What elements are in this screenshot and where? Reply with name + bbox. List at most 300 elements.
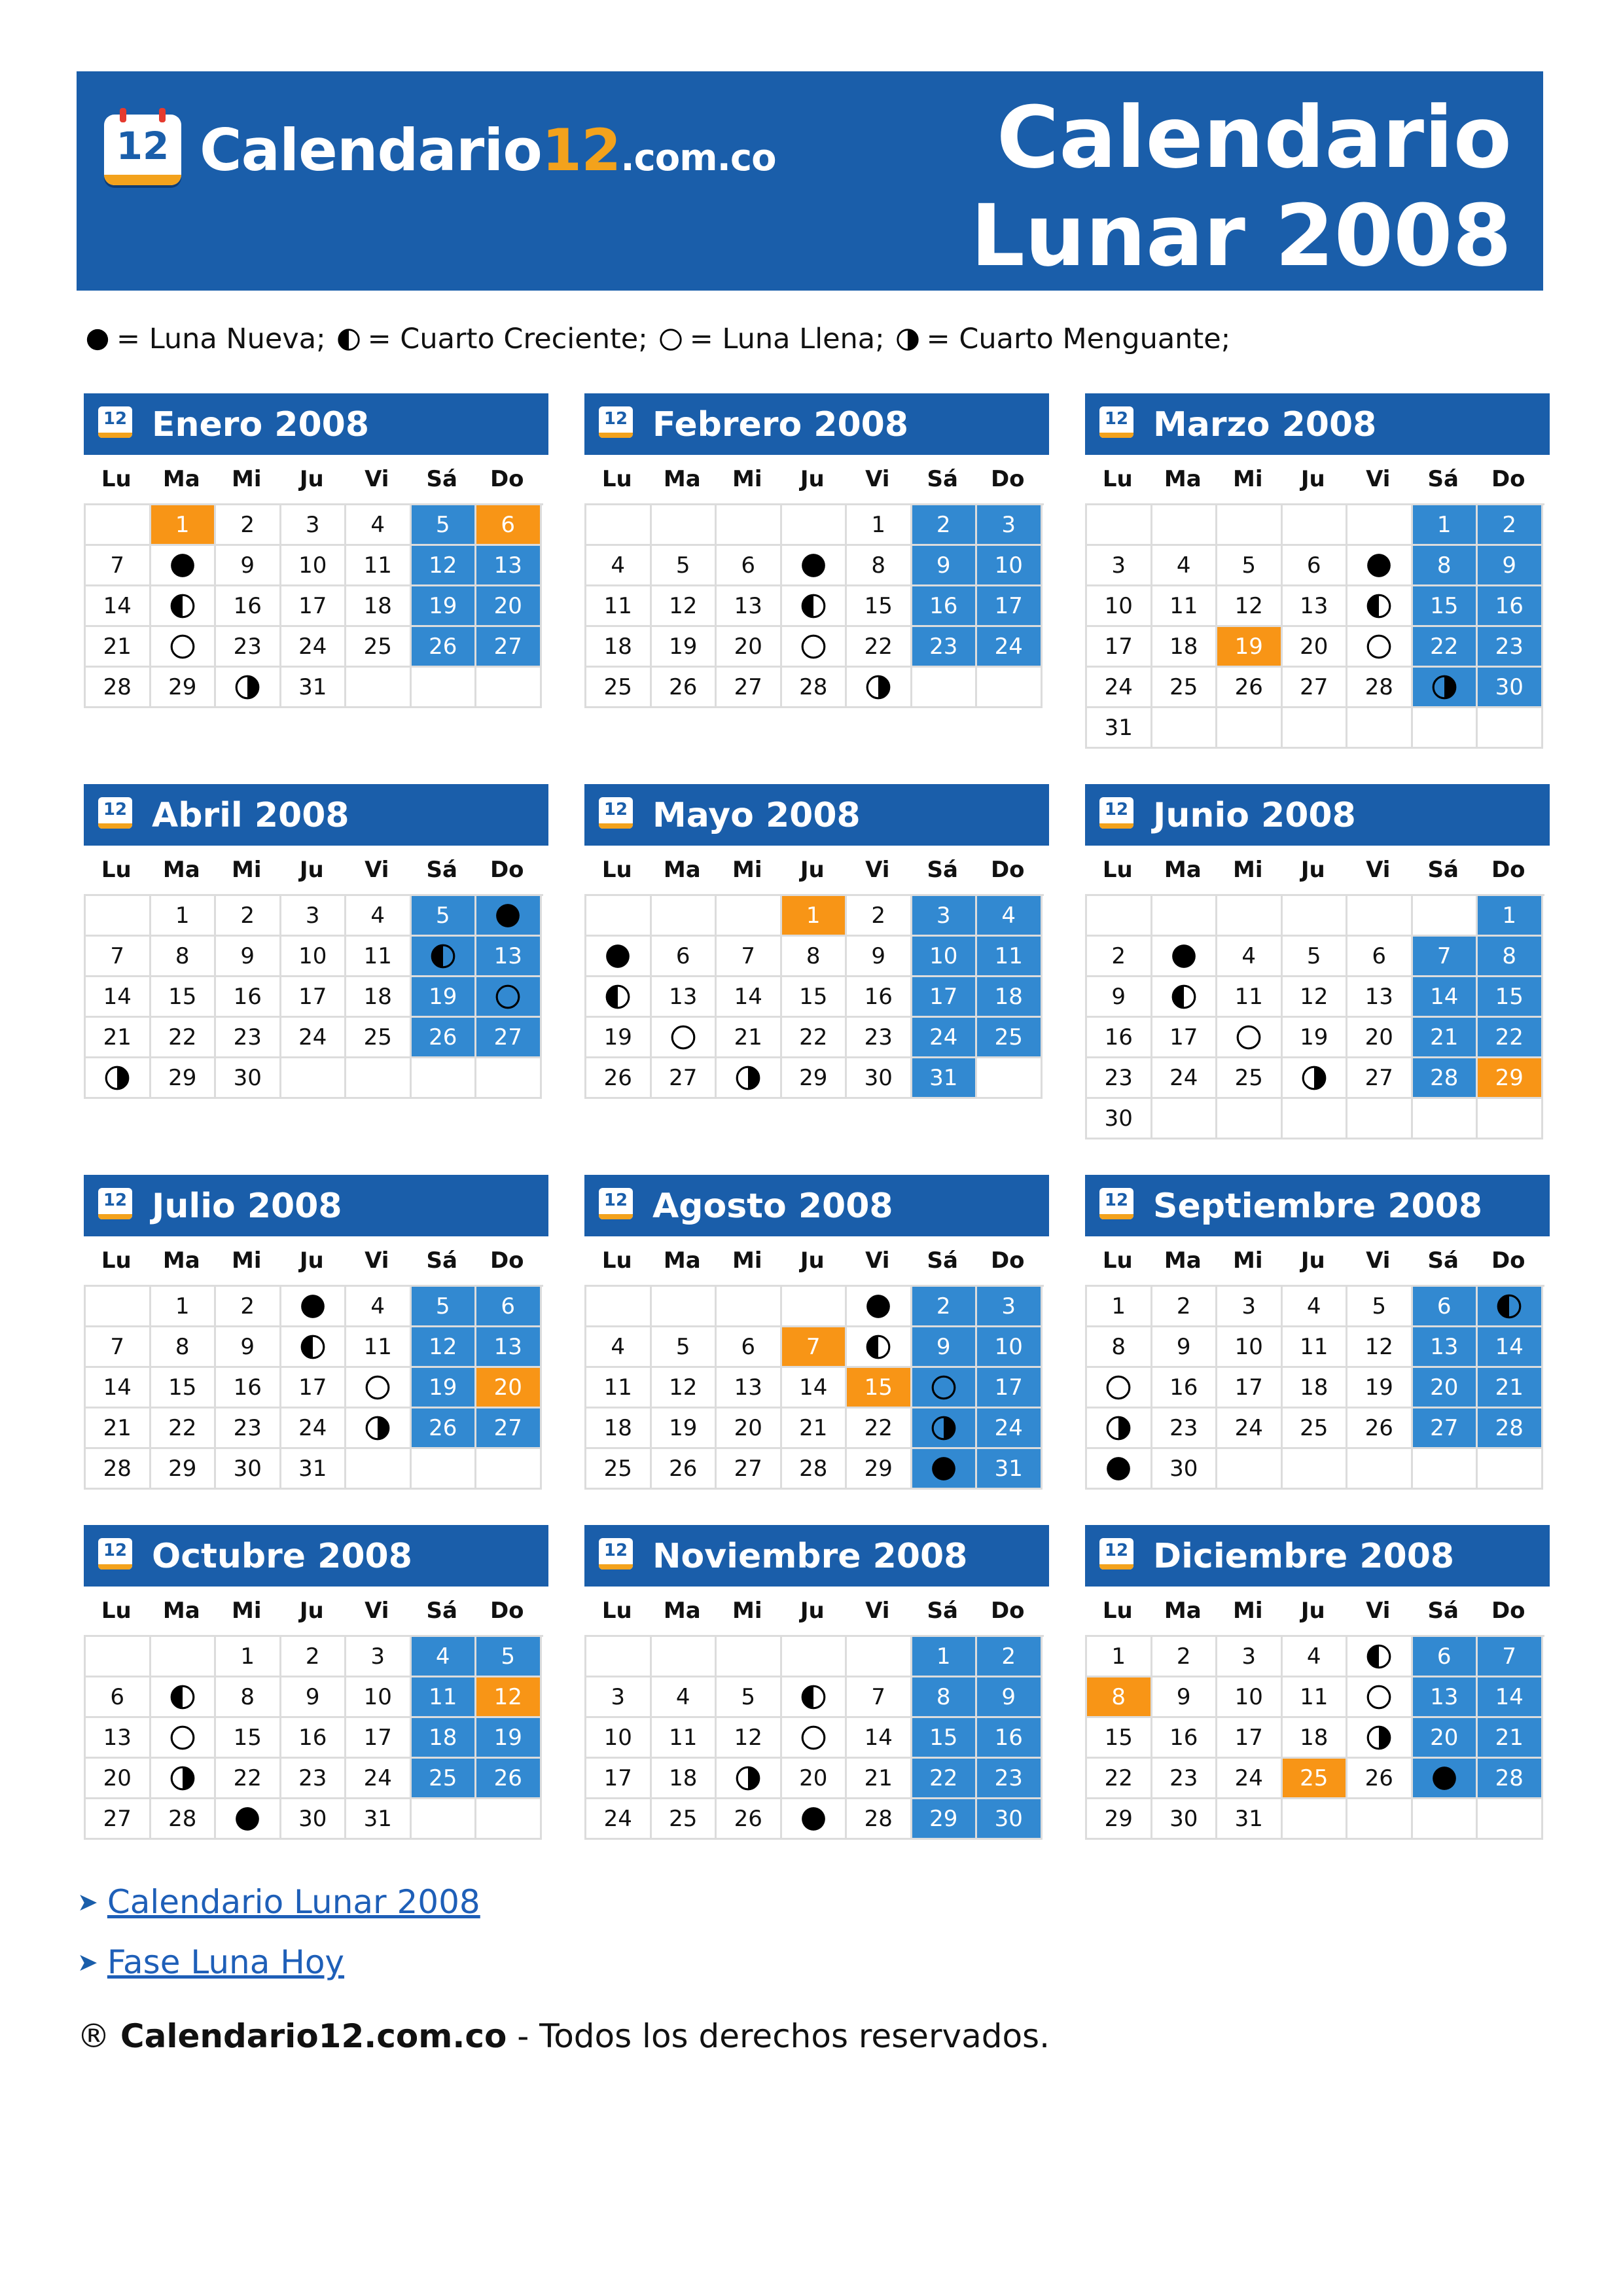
day-cell[interactable]: 15 <box>216 1718 281 1759</box>
day-cell[interactable]: 19 <box>476 1718 542 1759</box>
day-cell[interactable]: 24 <box>977 627 1043 668</box>
day-cell[interactable]: 14 <box>86 977 151 1018</box>
day-cell[interactable]: 28 <box>1478 1759 1543 1799</box>
day-cell[interactable] <box>586 977 652 1018</box>
day-cell[interactable]: 21 <box>1478 1718 1543 1759</box>
day-cell[interactable]: 16 <box>1152 1718 1218 1759</box>
day-cell[interactable] <box>912 1408 978 1449</box>
day-cell[interactable]: 16 <box>847 977 912 1018</box>
day-cell[interactable]: 20 <box>1413 1718 1478 1759</box>
day-cell[interactable]: 12 <box>1347 1327 1413 1368</box>
day-cell[interactable]: 5 <box>717 1677 782 1718</box>
day-cell[interactable] <box>216 1799 281 1840</box>
day-cell[interactable]: 29 <box>151 1058 217 1099</box>
day-cell[interactable] <box>782 1677 847 1718</box>
day-cell[interactable]: 8 <box>216 1677 281 1718</box>
day-cell[interactable]: 18 <box>977 977 1043 1018</box>
day-cell[interactable]: 18 <box>1283 1368 1348 1408</box>
day-cell[interactable]: 2 <box>1152 1637 1218 1677</box>
day-cell[interactable] <box>912 1368 978 1408</box>
day-cell[interactable]: 17 <box>281 1368 347 1408</box>
day-cell[interactable]: 25 <box>1283 1408 1348 1449</box>
day-cell[interactable]: 22 <box>151 1018 217 1058</box>
day-cell[interactable]: 9 <box>912 1327 978 1368</box>
day-cell[interactable]: 11 <box>586 586 652 627</box>
day-cell[interactable] <box>151 546 217 586</box>
day-cell[interactable]: 8 <box>1087 1677 1152 1718</box>
day-cell[interactable]: 11 <box>346 546 412 586</box>
day-cell[interactable]: 8 <box>1087 1327 1152 1368</box>
day-cell[interactable] <box>151 586 217 627</box>
day-cell[interactable]: 17 <box>977 586 1043 627</box>
day-cell[interactable]: 9 <box>1478 546 1543 586</box>
day-cell[interactable]: 29 <box>1478 1058 1543 1099</box>
day-cell[interactable]: 31 <box>912 1058 978 1099</box>
day-cell[interactable]: 16 <box>1152 1368 1218 1408</box>
day-cell[interactable]: 5 <box>1347 1287 1413 1327</box>
day-cell[interactable]: 15 <box>151 977 217 1018</box>
day-cell[interactable]: 15 <box>847 1368 912 1408</box>
day-cell[interactable]: 11 <box>1152 586 1218 627</box>
day-cell[interactable]: 30 <box>977 1799 1043 1840</box>
day-cell[interactable]: 15 <box>782 977 847 1018</box>
moon-phase-today-link[interactable]: Fase Luna Hoy <box>107 1943 345 1981</box>
day-cell[interactable]: 4 <box>346 505 412 546</box>
day-cell[interactable]: 13 <box>1347 977 1413 1018</box>
day-cell[interactable]: 21 <box>717 1018 782 1058</box>
day-cell[interactable]: 18 <box>346 586 412 627</box>
lunar-calendar-link[interactable]: Calendario Lunar 2008 <box>107 1883 480 1921</box>
day-cell[interactable]: 1 <box>1413 505 1478 546</box>
day-cell[interactable]: 9 <box>216 1327 281 1368</box>
day-cell[interactable]: 26 <box>586 1058 652 1099</box>
day-cell[interactable]: 3 <box>346 1637 412 1677</box>
day-cell[interactable]: 3 <box>912 896 978 937</box>
day-cell[interactable]: 27 <box>717 1449 782 1490</box>
day-cell[interactable]: 19 <box>1217 627 1283 668</box>
day-cell[interactable]: 5 <box>412 1287 477 1327</box>
day-cell[interactable]: 8 <box>847 546 912 586</box>
day-cell[interactable]: 10 <box>1217 1327 1283 1368</box>
day-cell[interactable]: 12 <box>476 1677 542 1718</box>
day-cell[interactable]: 7 <box>1413 937 1478 977</box>
day-cell[interactable]: 13 <box>1413 1327 1478 1368</box>
day-cell[interactable]: 27 <box>1347 1058 1413 1099</box>
day-cell[interactable]: 30 <box>281 1799 347 1840</box>
day-cell[interactable] <box>586 937 652 977</box>
day-cell[interactable]: 15 <box>847 586 912 627</box>
day-cell[interactable]: 16 <box>216 1368 281 1408</box>
day-cell[interactable] <box>652 1018 717 1058</box>
site-logo[interactable] <box>104 111 776 189</box>
day-cell[interactable]: 1 <box>1087 1287 1152 1327</box>
day-cell[interactable]: 25 <box>1152 668 1218 708</box>
day-cell[interactable]: 14 <box>782 1368 847 1408</box>
day-cell[interactable] <box>281 1287 347 1327</box>
day-cell[interactable]: 28 <box>86 1449 151 1490</box>
day-cell[interactable]: 23 <box>1152 1408 1218 1449</box>
day-cell[interactable]: 8 <box>1413 546 1478 586</box>
day-cell[interactable] <box>1087 1449 1152 1490</box>
day-cell[interactable]: 16 <box>977 1718 1043 1759</box>
day-cell[interactable] <box>346 1368 412 1408</box>
day-cell[interactable]: 20 <box>476 586 542 627</box>
day-cell[interactable] <box>1087 1408 1152 1449</box>
day-cell[interactable]: 25 <box>346 627 412 668</box>
day-cell[interactable]: 21 <box>782 1408 847 1449</box>
day-cell[interactable]: 16 <box>216 586 281 627</box>
day-cell[interactable] <box>847 668 912 708</box>
link-moon-phase-today[interactable] <box>77 1932 480 1992</box>
day-cell[interactable]: 8 <box>151 937 217 977</box>
day-cell[interactable]: 4 <box>977 896 1043 937</box>
day-cell[interactable]: 2 <box>912 1287 978 1327</box>
day-cell[interactable]: 18 <box>412 1718 477 1759</box>
day-cell[interactable]: 18 <box>586 1408 652 1449</box>
day-cell[interactable]: 31 <box>281 1449 347 1490</box>
day-cell[interactable]: 6 <box>717 546 782 586</box>
day-cell[interactable]: 24 <box>346 1759 412 1799</box>
day-cell[interactable]: 7 <box>782 1327 847 1368</box>
day-cell[interactable]: 6 <box>1347 937 1413 977</box>
day-cell[interactable]: 13 <box>652 977 717 1018</box>
day-cell[interactable]: 9 <box>912 546 978 586</box>
day-cell[interactable]: 14 <box>86 1368 151 1408</box>
day-cell[interactable]: 23 <box>977 1759 1043 1799</box>
day-cell[interactable]: 30 <box>1152 1799 1218 1840</box>
day-cell[interactable]: 17 <box>281 586 347 627</box>
day-cell[interactable]: 19 <box>586 1018 652 1058</box>
day-cell[interactable]: 2 <box>847 896 912 937</box>
day-cell[interactable]: 14 <box>717 977 782 1018</box>
day-cell[interactable]: 1 <box>151 896 217 937</box>
day-cell[interactable]: 26 <box>652 668 717 708</box>
day-cell[interactable]: 12 <box>652 1368 717 1408</box>
day-cell[interactable]: 17 <box>1217 1368 1283 1408</box>
day-cell[interactable]: 22 <box>912 1759 978 1799</box>
day-cell[interactable]: 12 <box>412 1327 477 1368</box>
day-cell[interactable]: 11 <box>586 1368 652 1408</box>
day-cell[interactable]: 5 <box>1283 937 1348 977</box>
day-cell[interactable]: 24 <box>281 1408 347 1449</box>
day-cell[interactable]: 23 <box>216 627 281 668</box>
day-cell[interactable] <box>782 1718 847 1759</box>
day-cell[interactable]: 13 <box>1283 586 1348 627</box>
day-cell[interactable]: 9 <box>281 1677 347 1718</box>
day-cell[interactable]: 6 <box>717 1327 782 1368</box>
day-cell[interactable]: 6 <box>1413 1287 1478 1327</box>
day-cell[interactable]: 23 <box>847 1018 912 1058</box>
day-cell[interactable]: 4 <box>1217 937 1283 977</box>
day-cell[interactable]: 21 <box>1413 1018 1478 1058</box>
day-cell[interactable]: 23 <box>1152 1759 1218 1799</box>
day-cell[interactable] <box>782 546 847 586</box>
day-cell[interactable]: 15 <box>1413 586 1478 627</box>
day-cell[interactable]: 1 <box>847 505 912 546</box>
day-cell[interactable]: 10 <box>1217 1677 1283 1718</box>
day-cell[interactable]: 5 <box>1217 546 1283 586</box>
day-cell[interactable]: 7 <box>1478 1637 1543 1677</box>
day-cell[interactable]: 7 <box>86 546 151 586</box>
day-cell[interactable]: 1 <box>151 505 217 546</box>
day-cell[interactable] <box>1413 1759 1478 1799</box>
day-cell[interactable]: 9 <box>847 937 912 977</box>
day-cell[interactable]: 30 <box>847 1058 912 1099</box>
day-cell[interactable]: 2 <box>216 505 281 546</box>
day-cell[interactable] <box>281 1327 347 1368</box>
day-cell[interactable]: 4 <box>412 1637 477 1677</box>
day-cell[interactable]: 8 <box>151 1327 217 1368</box>
day-cell[interactable]: 29 <box>782 1058 847 1099</box>
day-cell[interactable]: 22 <box>847 1408 912 1449</box>
day-cell[interactable] <box>1347 1718 1413 1759</box>
day-cell[interactable]: 12 <box>1217 586 1283 627</box>
day-cell[interactable]: 17 <box>1217 1718 1283 1759</box>
day-cell[interactable]: 26 <box>412 627 477 668</box>
day-cell[interactable]: 28 <box>782 1449 847 1490</box>
day-cell[interactable]: 13 <box>476 1327 542 1368</box>
day-cell[interactable]: 29 <box>151 668 217 708</box>
day-cell[interactable]: 23 <box>1087 1058 1152 1099</box>
day-cell[interactable] <box>782 627 847 668</box>
day-cell[interactable] <box>151 627 217 668</box>
day-cell[interactable]: 27 <box>652 1058 717 1099</box>
day-cell[interactable]: 17 <box>1152 1018 1218 1058</box>
day-cell[interactable]: 14 <box>1413 977 1478 1018</box>
day-cell[interactable]: 20 <box>476 1368 542 1408</box>
day-cell[interactable]: 3 <box>977 505 1043 546</box>
link-lunar-calendar[interactable] <box>77 1872 480 1932</box>
day-cell[interactable]: 3 <box>1217 1637 1283 1677</box>
day-cell[interactable]: 4 <box>652 1677 717 1718</box>
day-cell[interactable]: 23 <box>912 627 978 668</box>
day-cell[interactable]: 20 <box>717 1408 782 1449</box>
day-cell[interactable]: 27 <box>1283 668 1348 708</box>
day-cell[interactable]: 29 <box>847 1449 912 1490</box>
day-cell[interactable]: 11 <box>652 1718 717 1759</box>
day-cell[interactable] <box>847 1287 912 1327</box>
day-cell[interactable]: 22 <box>1087 1759 1152 1799</box>
day-cell[interactable]: 13 <box>476 937 542 977</box>
day-cell[interactable]: 19 <box>652 1408 717 1449</box>
day-cell[interactable]: 21 <box>1478 1368 1543 1408</box>
day-cell[interactable]: 19 <box>412 1368 477 1408</box>
day-cell[interactable] <box>717 1759 782 1799</box>
day-cell[interactable] <box>151 1759 217 1799</box>
day-cell[interactable]: 18 <box>346 977 412 1018</box>
day-cell[interactable]: 24 <box>281 1018 347 1058</box>
day-cell[interactable] <box>346 1408 412 1449</box>
day-cell[interactable]: 20 <box>1413 1368 1478 1408</box>
day-cell[interactable]: 28 <box>86 668 151 708</box>
day-cell[interactable]: 27 <box>717 668 782 708</box>
day-cell[interactable]: 16 <box>216 977 281 1018</box>
day-cell[interactable] <box>476 896 542 937</box>
day-cell[interactable]: 24 <box>1087 668 1152 708</box>
day-cell[interactable]: 1 <box>1087 1637 1152 1677</box>
day-cell[interactable]: 2 <box>912 505 978 546</box>
day-cell[interactable]: 8 <box>912 1677 978 1718</box>
day-cell[interactable]: 24 <box>281 627 347 668</box>
day-cell[interactable]: 26 <box>1347 1759 1413 1799</box>
day-cell[interactable] <box>1087 1368 1152 1408</box>
day-cell[interactable]: 14 <box>847 1718 912 1759</box>
day-cell[interactable]: 9 <box>1152 1327 1218 1368</box>
day-cell[interactable]: 19 <box>1347 1368 1413 1408</box>
day-cell[interactable]: 26 <box>476 1759 542 1799</box>
day-cell[interactable]: 20 <box>782 1759 847 1799</box>
day-cell[interactable]: 31 <box>977 1449 1043 1490</box>
day-cell[interactable]: 28 <box>1347 668 1413 708</box>
day-cell[interactable] <box>717 1058 782 1099</box>
day-cell[interactable] <box>912 1449 978 1490</box>
day-cell[interactable] <box>1152 937 1218 977</box>
day-cell[interactable]: 4 <box>586 1327 652 1368</box>
day-cell[interactable]: 31 <box>1217 1799 1283 1840</box>
day-cell[interactable]: 26 <box>412 1018 477 1058</box>
day-cell[interactable]: 27 <box>476 1018 542 1058</box>
day-cell[interactable]: 17 <box>912 977 978 1018</box>
day-cell[interactable]: 28 <box>151 1799 217 1840</box>
day-cell[interactable]: 2 <box>1087 937 1152 977</box>
day-cell[interactable]: 21 <box>86 627 151 668</box>
day-cell[interactable]: 2 <box>1478 505 1543 546</box>
day-cell[interactable] <box>1347 1637 1413 1677</box>
day-cell[interactable]: 1 <box>151 1287 217 1327</box>
day-cell[interactable]: 13 <box>1413 1677 1478 1718</box>
day-cell[interactable]: 25 <box>412 1759 477 1799</box>
day-cell[interactable]: 25 <box>586 668 652 708</box>
day-cell[interactable]: 11 <box>1283 1677 1348 1718</box>
day-cell[interactable]: 22 <box>1478 1018 1543 1058</box>
day-cell[interactable]: 25 <box>586 1449 652 1490</box>
day-cell[interactable]: 10 <box>977 546 1043 586</box>
day-cell[interactable]: 2 <box>977 1637 1043 1677</box>
day-cell[interactable]: 14 <box>86 586 151 627</box>
day-cell[interactable]: 17 <box>586 1759 652 1799</box>
day-cell[interactable]: 3 <box>281 505 347 546</box>
day-cell[interactable]: 25 <box>1283 1759 1348 1799</box>
day-cell[interactable]: 30 <box>1478 668 1543 708</box>
day-cell[interactable]: 30 <box>1087 1099 1152 1139</box>
day-cell[interactable]: 12 <box>717 1718 782 1759</box>
day-cell[interactable]: 31 <box>346 1799 412 1840</box>
day-cell[interactable]: 22 <box>782 1018 847 1058</box>
day-cell[interactable]: 26 <box>717 1799 782 1840</box>
day-cell[interactable]: 25 <box>1217 1058 1283 1099</box>
day-cell[interactable]: 17 <box>1087 627 1152 668</box>
day-cell[interactable]: 24 <box>1217 1408 1283 1449</box>
day-cell[interactable]: 3 <box>586 1677 652 1718</box>
day-cell[interactable]: 24 <box>1152 1058 1218 1099</box>
day-cell[interactable]: 9 <box>977 1677 1043 1718</box>
day-cell[interactable]: 16 <box>281 1718 347 1759</box>
day-cell[interactable]: 28 <box>782 668 847 708</box>
day-cell[interactable]: 16 <box>912 586 978 627</box>
day-cell[interactable]: 27 <box>1413 1408 1478 1449</box>
day-cell[interactable]: 6 <box>1283 546 1348 586</box>
day-cell[interactable]: 24 <box>912 1018 978 1058</box>
day-cell[interactable]: 11 <box>346 937 412 977</box>
day-cell[interactable]: 30 <box>1152 1449 1218 1490</box>
day-cell[interactable]: 3 <box>977 1287 1043 1327</box>
day-cell[interactable] <box>1347 546 1413 586</box>
day-cell[interactable]: 4 <box>1283 1287 1348 1327</box>
day-cell[interactable] <box>1413 668 1478 708</box>
day-cell[interactable]: 17 <box>977 1368 1043 1408</box>
day-cell[interactable] <box>1347 586 1413 627</box>
day-cell[interactable]: 14 <box>1478 1677 1543 1718</box>
day-cell[interactable]: 11 <box>346 1327 412 1368</box>
day-cell[interactable]: 5 <box>476 1637 542 1677</box>
day-cell[interactable]: 5 <box>412 505 477 546</box>
day-cell[interactable]: 10 <box>281 546 347 586</box>
day-cell[interactable]: 8 <box>1478 937 1543 977</box>
day-cell[interactable]: 19 <box>412 586 477 627</box>
day-cell[interactable]: 2 <box>1152 1287 1218 1327</box>
day-cell[interactable] <box>1283 1058 1348 1099</box>
day-cell[interactable]: 21 <box>86 1408 151 1449</box>
day-cell[interactable]: 23 <box>216 1018 281 1058</box>
day-cell[interactable]: 20 <box>1347 1018 1413 1058</box>
day-cell[interactable]: 10 <box>912 937 978 977</box>
day-cell[interactable]: 20 <box>1283 627 1348 668</box>
day-cell[interactable] <box>782 1799 847 1840</box>
day-cell[interactable]: 6 <box>476 1287 542 1327</box>
day-cell[interactable]: 25 <box>652 1799 717 1840</box>
day-cell[interactable]: 14 <box>1478 1327 1543 1368</box>
day-cell[interactable]: 26 <box>1347 1408 1413 1449</box>
day-cell[interactable]: 13 <box>717 1368 782 1408</box>
day-cell[interactable]: 13 <box>717 586 782 627</box>
day-cell[interactable]: 26 <box>412 1408 477 1449</box>
day-cell[interactable]: 9 <box>216 937 281 977</box>
day-cell[interactable]: 10 <box>977 1327 1043 1368</box>
day-cell[interactable]: 22 <box>216 1759 281 1799</box>
day-cell[interactable]: 29 <box>1087 1799 1152 1840</box>
day-cell[interactable]: 24 <box>977 1408 1043 1449</box>
day-cell[interactable]: 19 <box>652 627 717 668</box>
day-cell[interactable] <box>1478 1287 1543 1327</box>
day-cell[interactable]: 10 <box>586 1718 652 1759</box>
day-cell[interactable]: 2 <box>216 896 281 937</box>
day-cell[interactable]: 1 <box>782 896 847 937</box>
day-cell[interactable]: 30 <box>216 1449 281 1490</box>
day-cell[interactable]: 3 <box>1087 546 1152 586</box>
day-cell[interactable]: 22 <box>1413 627 1478 668</box>
day-cell[interactable] <box>847 1327 912 1368</box>
day-cell[interactable]: 3 <box>281 896 347 937</box>
day-cell[interactable]: 23 <box>216 1408 281 1449</box>
day-cell[interactable]: 31 <box>281 668 347 708</box>
day-cell[interactable]: 9 <box>216 546 281 586</box>
day-cell[interactable]: 1 <box>216 1637 281 1677</box>
day-cell[interactable]: 2 <box>216 1287 281 1327</box>
day-cell[interactable] <box>86 1058 151 1099</box>
day-cell[interactable]: 28 <box>1413 1058 1478 1099</box>
day-cell[interactable]: 5 <box>652 546 717 586</box>
day-cell[interactable]: 10 <box>346 1677 412 1718</box>
day-cell[interactable]: 1 <box>1478 896 1543 937</box>
day-cell[interactable] <box>151 1718 217 1759</box>
day-cell[interactable]: 1 <box>912 1637 978 1677</box>
day-cell[interactable]: 19 <box>1283 1018 1348 1058</box>
day-cell[interactable]: 28 <box>1478 1408 1543 1449</box>
day-cell[interactable]: 18 <box>1283 1718 1348 1759</box>
day-cell[interactable]: 27 <box>476 1408 542 1449</box>
day-cell[interactable]: 20 <box>717 627 782 668</box>
day-cell[interactable]: 31 <box>1087 708 1152 749</box>
